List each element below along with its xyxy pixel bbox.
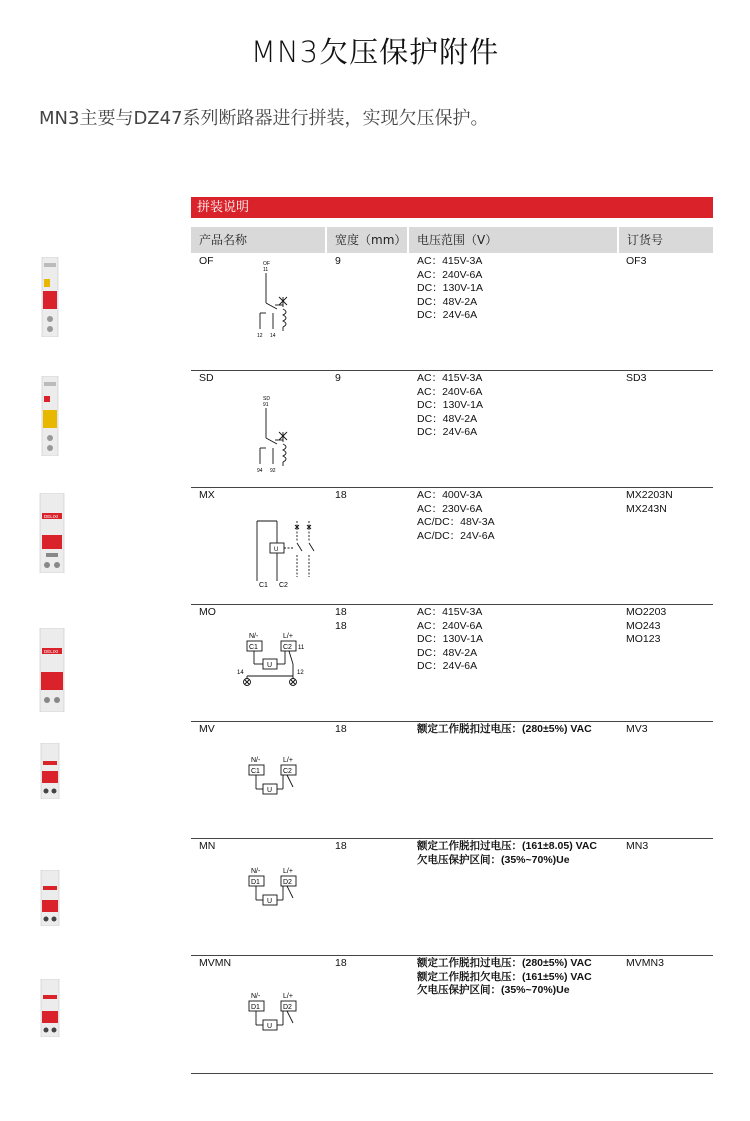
svg-text:C2: C2 [283,768,292,775]
svg-text:U: U [267,898,273,905]
svg-text:OF: OF [263,261,270,267]
svg-text:12: 12 [297,670,304,676]
sd-product-image [38,376,62,456]
order-number: MX2203N MX243N [626,489,673,515]
svg-text:U: U [267,662,273,669]
mx-circuit-diagram [253,517,323,589]
col-header-order: 订货号 [619,227,713,253]
product-width: 18 [335,489,347,501]
order-number: MVMN3 [626,957,664,969]
svg-text:11: 11 [298,645,305,651]
svg-text:U: U [267,787,273,794]
svg-text:L/+: L/+ [283,757,293,764]
svg-text:14: 14 [237,670,244,676]
svg-text:DELIXI: DELIXI [44,649,59,654]
table-row [191,370,713,488]
product-width: 18 [335,957,347,969]
product-width: 18 18 [335,606,347,632]
svg-text:N/-: N/- [251,993,261,1000]
table-row [191,721,713,839]
product-width: 9 [335,372,341,384]
svg-text:92: 92 [270,468,276,474]
svg-text:C1: C1 [251,768,260,775]
svg-text:14: 14 [270,333,276,339]
svg-text:C2: C2 [283,644,292,651]
of-product-image [38,257,62,337]
page-title: MN3欠压保护附件 [250,35,500,69]
section-title: 拼装说明 [197,200,250,215]
svg-text:94: 94 [257,468,263,474]
voltage-range: 额定工作脱扣过电压：(161±8.05) VAC 欠电压保护区间：(35%~70%)Ue [417,840,598,866]
svg-text:L/+: L/+ [283,993,293,1000]
section-header-bar [191,197,713,218]
svg-text:L/+: L/+ [283,633,293,640]
mo-product-image [38,628,66,712]
mv-circuit-diagram [245,755,309,805]
mo-circuit-diagram [237,630,317,696]
svg-text:L/+: L/+ [283,868,293,875]
table-row [44,487,713,605]
svg-text:N/-: N/- [251,757,261,764]
voltage-range: 额定工作脱扣过电压：(280±5%) VAC 额定工作脱扣欠电压：(161±5%) VAC 欠电压保护区间：(35%~70%)Ue [417,957,592,996]
page-subtitle: MN3主要与DZ47系列断路器进行拼装，实现欠压保护。 [39,108,489,129]
mn-circuit-diagram [245,866,309,916]
order-number: OF3 [626,255,647,267]
svg-text:D2: D2 [283,1004,292,1011]
col-header-width: 宽度（mm） [327,227,407,253]
svg-text:D2: D2 [283,879,292,886]
svg-text:DELIXI: DELIXI [44,514,59,519]
table-row [191,253,713,371]
table-header [191,227,713,253]
col-header-range: 电压范围（V） [409,227,617,253]
voltage-range: 额定工作脱扣过电压：(280±5%) VAC [417,723,592,735]
table-row [191,838,713,956]
product-name: MVMN [199,957,232,969]
mvmn-product-image [38,979,62,1037]
svg-text:N/-: N/- [251,868,261,875]
order-number: MV3 [626,723,648,735]
mv-product-image [38,743,62,799]
voltage-range: AC：415V-3A AC：240V-6A DC：130V-1A DC：48V-2A DC：24V-6A [417,606,483,672]
col-header-name: 产品名称 [191,227,325,253]
svg-text:C2: C2 [279,582,288,589]
svg-text:N/-: N/- [249,633,259,640]
product-width: 18 [335,840,347,852]
sd-circuit-diagram [249,392,299,478]
voltage-range: AC：415V-3A AC：240V-6A DC：130V-1A DC：48V-2A DC：24V-6A [417,372,483,438]
voltage-range: AC：415V-3A AC：240V-6A DC：130V-1A DC：48V-2A DC：24V-6A [417,255,483,321]
svg-text:SD: SD [263,396,270,402]
voltage-range: AC：400V-3A AC：230V-6A AC/DC：48V-3A AC/DC：24V-6A [417,489,495,542]
order-number: MN3 [626,840,649,852]
order-number: SD3 [626,372,647,384]
svg-text:U: U [267,1023,273,1030]
svg-text:C1: C1 [259,582,268,589]
table-row [191,955,713,1074]
product-name: MX [199,489,215,501]
order-number: MO2203 MO243 MO123 [626,606,667,645]
product-name: MO [199,606,216,618]
product-width: 9 [335,255,341,267]
svg-text:C1: C1 [249,644,258,651]
svg-text:11: 11 [263,267,269,273]
mvmn-circuit-diagram [245,991,309,1041]
table-row [44,604,713,722]
product-width: 18 [335,723,347,735]
svg-text:91: 91 [263,402,269,408]
product-name: MV [199,723,215,735]
product-name: SD [199,372,214,384]
mx-product-image [38,493,66,573]
product-name: OF [199,255,214,267]
svg-text:U: U [274,547,279,553]
svg-text:D1: D1 [251,879,260,886]
svg-text:D1: D1 [251,1004,260,1011]
mn-product-image [38,870,62,926]
svg-text:12: 12 [257,333,263,339]
of-circuit-diagram [249,257,299,343]
product-name: MN [199,840,216,852]
